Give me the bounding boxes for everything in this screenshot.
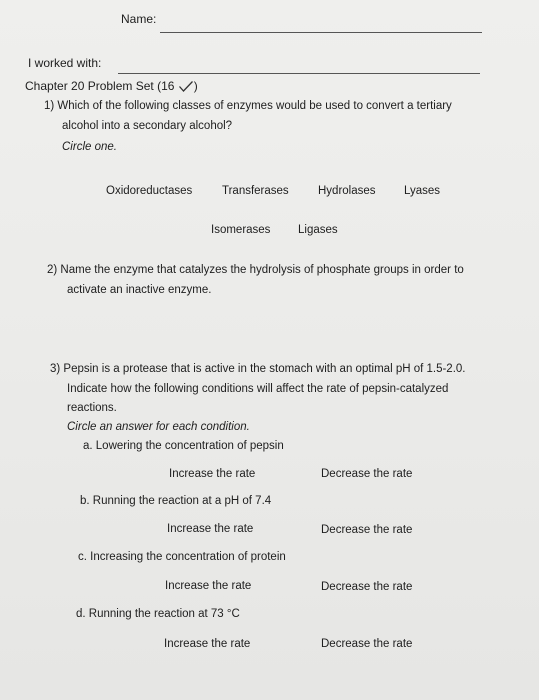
q3-condition-b: b. Running the reaction at a pH of 7.4	[80, 495, 272, 507]
q3-a-increase-option[interactable]: Increase the rate	[169, 468, 256, 480]
name-label: Name:	[121, 12, 157, 26]
q3-instruction: Circle an answer for each condition.	[67, 421, 250, 433]
q1-option-lyases[interactable]: Lyases	[404, 185, 441, 197]
q3-condition-d: d. Running the reaction at 73 °C	[76, 608, 240, 620]
q3-d-decrease-option[interactable]: Decrease the rate	[321, 638, 413, 650]
q2-text-line2: activate an inactive enzyme.	[67, 284, 212, 296]
q1-text-line2: alcohol into a secondary alcohol?	[62, 120, 233, 132]
q1-option-ligases[interactable]: Ligases	[298, 224, 338, 236]
q3-text-line1: 3) Pepsin is a protease that is active in the stomach with an optimal pH of 1.5-2.0.	[50, 363, 466, 375]
problem-set-title: Chapter 20 Problem Set (16 )	[25, 79, 198, 93]
q1-option-oxidoreductases[interactable]: Oxidoreductases	[106, 185, 193, 197]
q3-condition-a: a. Lowering the concentration of pepsin	[83, 440, 284, 452]
q1-option-hydrolases[interactable]: Hydrolases	[318, 185, 376, 197]
q3-c-increase-option[interactable]: Increase the rate	[165, 580, 252, 592]
q3-b-increase-option[interactable]: Increase the rate	[167, 523, 254, 535]
worked-with-line	[118, 73, 480, 74]
worked-with-label: I worked with:	[28, 56, 102, 70]
q1-option-isomerases[interactable]: Isomerases	[211, 224, 271, 236]
q3-text-line3: reactions.	[67, 402, 117, 414]
q1-text-line1: 1) Which of the following classes of enzymes would be used to convert a tertiary	[44, 100, 452, 112]
q3-c-decrease-option[interactable]: Decrease the rate	[321, 581, 413, 593]
name-line	[160, 32, 482, 33]
q3-d-increase-option[interactable]: Increase the rate	[164, 638, 251, 650]
q1-instruction: Circle one.	[62, 141, 117, 153]
q3-a-decrease-option[interactable]: Decrease the rate	[321, 468, 413, 480]
q3-text-line2: Indicate how the following conditions will affect the rate of pepsin-catalyzed	[67, 383, 449, 395]
q3-condition-c: c. Increasing the concentration of protein	[78, 551, 286, 563]
q2-text-line1: 2) Name the enzyme that catalyzes the hydrolysis of phosphate groups in order to	[47, 264, 464, 276]
q3-b-decrease-option[interactable]: Decrease the rate	[321, 524, 413, 536]
q1-option-transferases[interactable]: Transferases	[222, 185, 289, 197]
checkmark-icon	[178, 80, 194, 93]
